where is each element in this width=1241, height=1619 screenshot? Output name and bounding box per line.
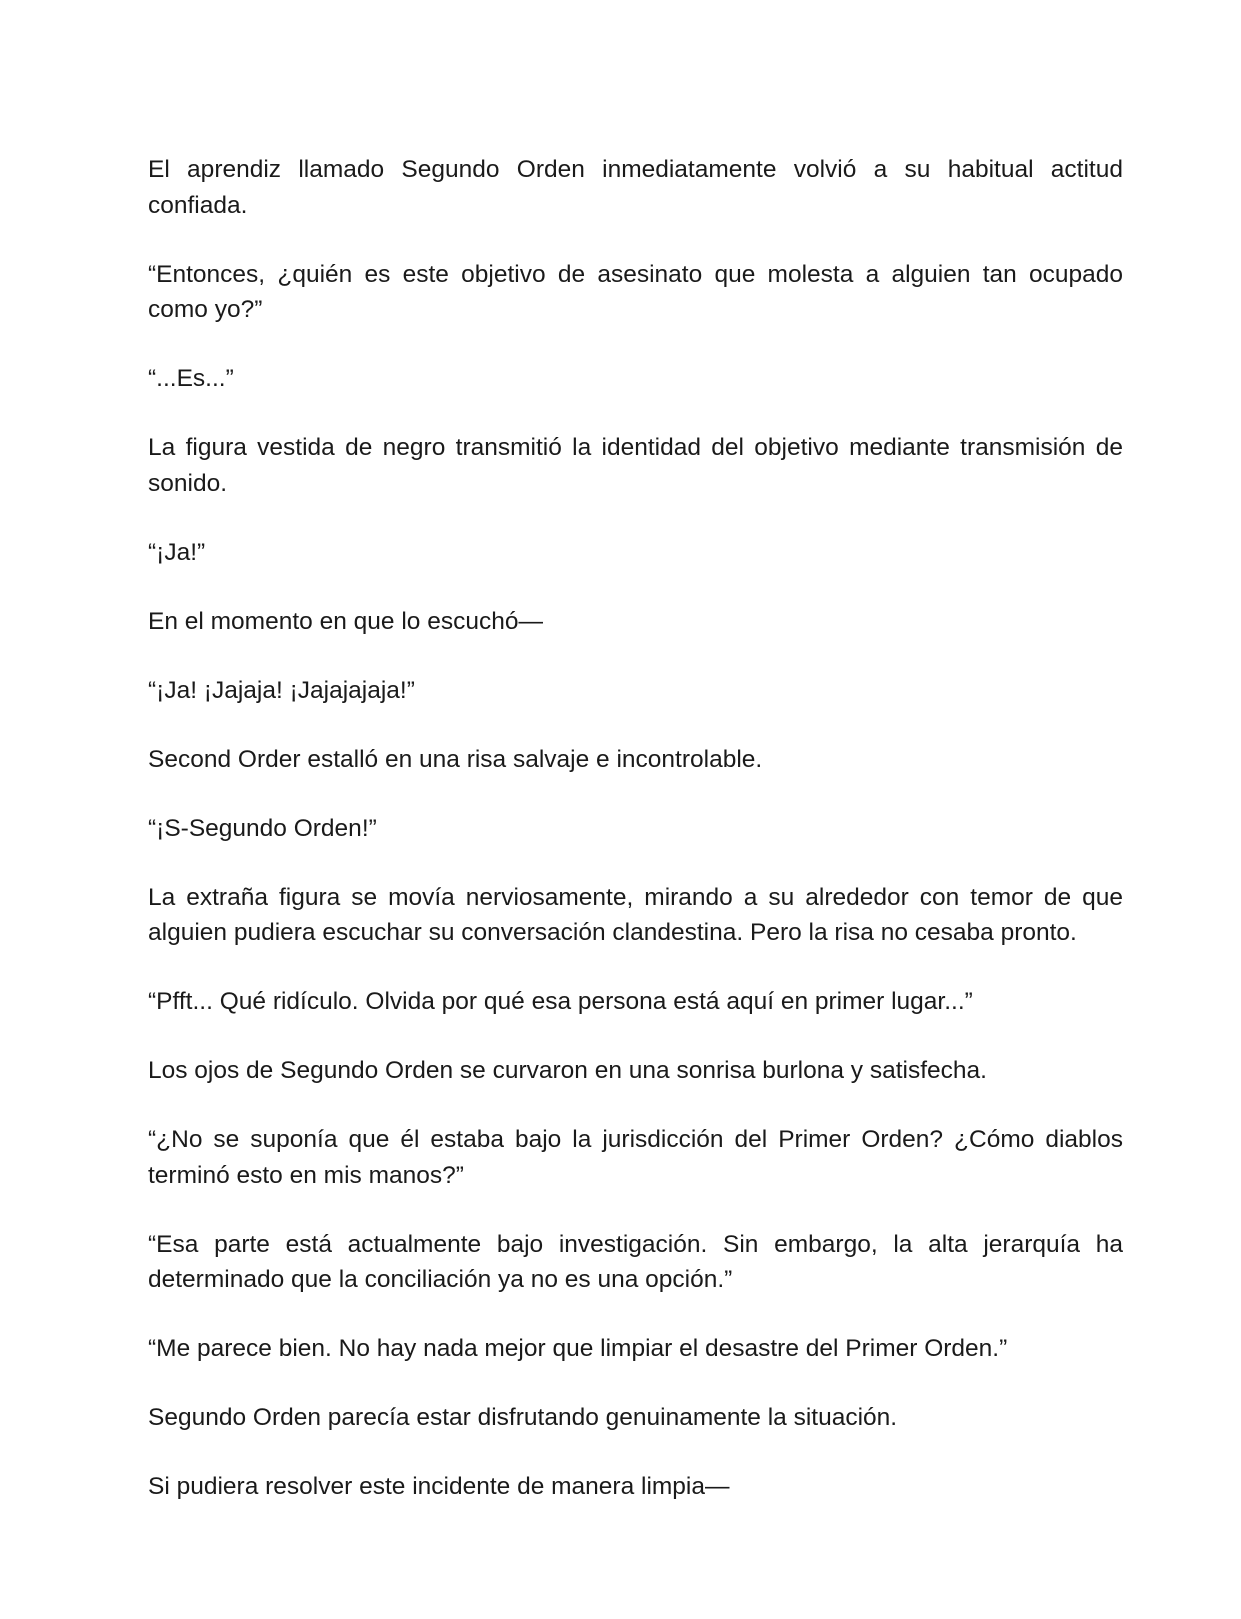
- paragraph: “Me parece bien. No hay nada mejor que limpiar el desastre del Primer Orden.”: [148, 1335, 1008, 1362]
- paragraph: El aprendiz llamado Segundo Orden inmediatamente volvió a su habitual actitud confiada.: [148, 156, 1123, 219]
- paragraph: “...Es...”: [148, 365, 234, 392]
- paragraph: “Pfft... Qué ridículo. Olvida por qué esa persona está aquí en primer lugar...”: [148, 988, 973, 1015]
- paragraph: Los ojos de Segundo Orden se curvaron en una sonrisa burlona y satisfecha.: [148, 1057, 987, 1084]
- paragraph: En el momento en que lo escuchó—: [148, 607, 543, 635]
- paragraph: “Entonces, ¿quién es este objetivo de asesinato que molesta a alguien tan ocupado como yo?”: [148, 260, 1123, 323]
- paragraph: “Esa parte está actualmente bajo investigación. Sin embargo, la alta jerarquía ha determinado que la conciliación ya no es una opción.”: [148, 1230, 1123, 1293]
- paragraph: “¡S-Segundo Orden!”: [148, 814, 377, 842]
- paragraph: “¿No se suponía que él estaba bajo la jurisdicción del Primer Orden? ¿Cómo diablos terminó esto en mis manos?”: [148, 1126, 1123, 1189]
- paragraph: “¡Ja!”: [148, 538, 206, 566]
- paragraph: La figura vestida de negro transmitió la identidad del objetivo mediante transmisión de sonido.: [148, 434, 1123, 497]
- paragraph: Si pudiera resolver este incidente de manera limpia—: [148, 1473, 730, 1500]
- paragraph: La extraña figura se movía nerviosamente, mirando a su alrededor con temor de que alguien pudiera escuchar su conversación clandestina. Pero la risa no cesaba pronto.: [148, 883, 1123, 946]
- document-body: [148, 152, 1123, 1538]
- paragraph: Segundo Orden parecía estar disfrutando genuinamente la situación.: [148, 1404, 898, 1431]
- paragraph: “¡Ja! ¡Jajaja! ¡Jajajajaja!”: [148, 676, 415, 704]
- paragraph: Second Order estalló en una risa salvaje e incontrolable.: [148, 745, 763, 773]
